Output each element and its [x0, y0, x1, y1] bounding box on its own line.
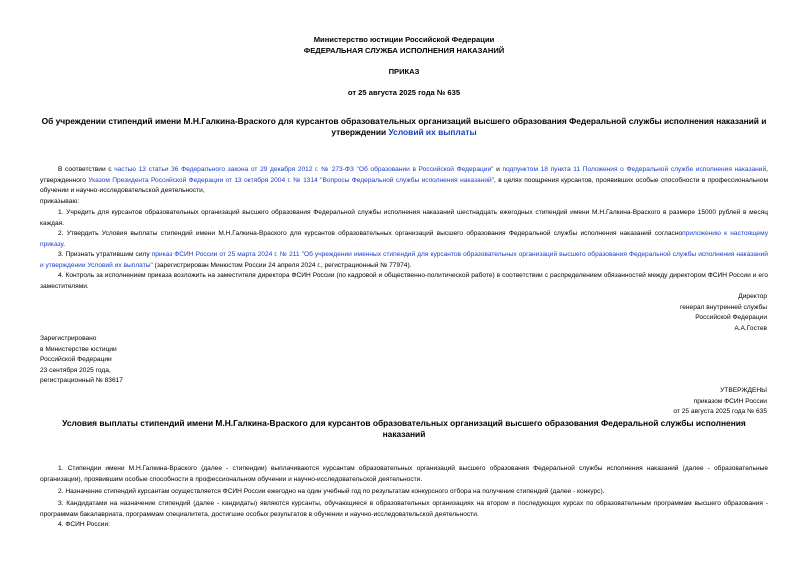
regulation-link[interactable]: подпунктом 18 пункта 11 Положения о Федеральной службе исполнения наказаний	[502, 166, 767, 173]
approval-block	[673, 386, 767, 418]
registration-line-5: регистрационный № 83617	[40, 377, 123, 385]
signature-country: Российской Федерации	[695, 314, 767, 322]
signature-name: А.А.Гостев	[734, 324, 767, 332]
registration-line-3: Российской Федерации	[40, 356, 112, 364]
order-title-text: Об учреждении стипендий имени М.Н.Галкина-Враского для курсантов образовательных организаций высшего образования Федеральной службы исполнения наказаний и утверждении	[41, 116, 767, 137]
registration-line-2: в Министерстве юстиции	[40, 345, 117, 353]
condition-3: 3. Кандидатами на назначение стипендий (далее - кандидаты) являются курсанты, обучающиеся в образовательных организациях на втором и последующих курсах по образовательным программам высшего образования - программам бакалавриата, программам специалитета, достигшие особых результатов в обучении и научно-исследовательской деятельности.	[40, 500, 768, 518]
preamble-text-1: В соответствии с	[58, 166, 115, 173]
registration-line-1: Зарегистрировано	[40, 335, 97, 342]
order-title	[40, 116, 768, 138]
preamble-text-4: , в целях поощрения курсантов, проявивших особые способности в профессиональном обучении и научно-исследовательской деятельности,	[40, 176, 769, 195]
point-2-end: .	[63, 240, 65, 248]
approval-line-3: от 25 августа 2025 года № 635	[673, 408, 767, 416]
service-heading: ФЕДЕРАЛЬНАЯ СЛУЖБА ИСПОЛНЕНИЯ НАКАЗАНИЙ	[303, 46, 505, 55]
preamble-text-2: и	[493, 166, 503, 173]
registration-line-4: 23 сентября 2025 года,	[40, 366, 111, 374]
point-3-text: 3. Признать утратившим силу	[58, 251, 150, 258]
order-word: приказываю:	[40, 198, 80, 205]
ministry-heading: Министерство юстиции Российской Федерации	[313, 35, 495, 44]
point-4: 4. Контроль за исполнением приказа возложить на заместителя директора ФСИН России (по кадровой и общественно-политической работе) в соответствии с распределением обязанностей между директором ФСИН России и его заместителями.	[40, 272, 768, 290]
condition-4: 4. ФСИН России:	[58, 521, 111, 528]
condition-1: 1. Стипендии имени М.Н.Галкина-Враского (далее - стипендии) выплачиваются курсантам образовательных организаций высшего образования Федеральной службы исполнения наказаний (далее - образовательные организации), проявившим особые способности в профессиональном обучении и научно-исследовательской деятельности.	[40, 465, 768, 483]
registration-block	[40, 334, 123, 387]
point-2	[40, 229, 768, 250]
doc-date: от 25 августа 2025 года № 635	[347, 88, 461, 97]
point-3-end: (зарегистрирован Минюстом России 24 апреля 2024 г., регистрационный № 77974).	[152, 261, 412, 269]
doc-type: ПРИКАЗ	[388, 67, 420, 76]
appendix-link[interactable]: приложению к настоящему приказу	[40, 230, 768, 248]
law-273-link[interactable]: частью 13 статьи 36 Федерального закона от 29 декабря 2012 г. № 273-ФЗ "Об образовании в Российской Федерации"	[114, 166, 494, 173]
signature-position: Директор	[738, 293, 767, 300]
preamble-text-3: , утвержденного	[40, 166, 769, 184]
preamble	[40, 165, 768, 197]
point-2-text: 2. Утвердить Условия выплаты стипендий имени М.Н.Галкина-Враского для курсантов образовательных организаций высшего образования Федеральной службы исполнения наказаний согласно	[58, 230, 683, 237]
condition-2: 2. Назначение стипендий курсантам осуществляется ФСИН России ежегодно на один учебный год по результатам конкурсного отбора на получение стипендий (далее - конкурс).	[58, 488, 605, 495]
order-211-link[interactable]: приказ ФСИН России от 25 марта 2024 г. № 211 "Об учреждении именных стипендий для курсантов образовательных организаций высшего образования Федеральной службы исполнения наказаний и утверждении Условий их выплаты"	[40, 251, 768, 269]
conditions-title: Условия выплаты стипендий имени М.Н.Галкина-Враского для курсантов образовательных организаций высшего образования Федеральной службы исполнения наказаний	[62, 418, 746, 439]
conditions-link[interactable]: Условий их выплаты	[388, 127, 477, 137]
decree-1314-link[interactable]: Указом Президента Российской Федерации от 13 октября 2004 г. № 1314 "Вопросы Федеральной службы исполнения наказаний"	[88, 176, 495, 184]
signature-rank: генерал внутренней службы	[679, 303, 767, 311]
signature-block	[680, 292, 767, 334]
approval-line-2: приказом ФСИН России	[693, 397, 767, 405]
point-3	[40, 250, 768, 271]
point-1: 1. Учредить для курсантов образовательных организаций высшего образования Федеральной службы исполнения наказаний шестнадцать ежегодных стипендий имени М.Н.Галкина-Враского в размере 15000 рублей в месяц каждая.	[40, 209, 768, 227]
approval-line-1: УТВЕРЖДЕНЫ	[720, 387, 767, 394]
